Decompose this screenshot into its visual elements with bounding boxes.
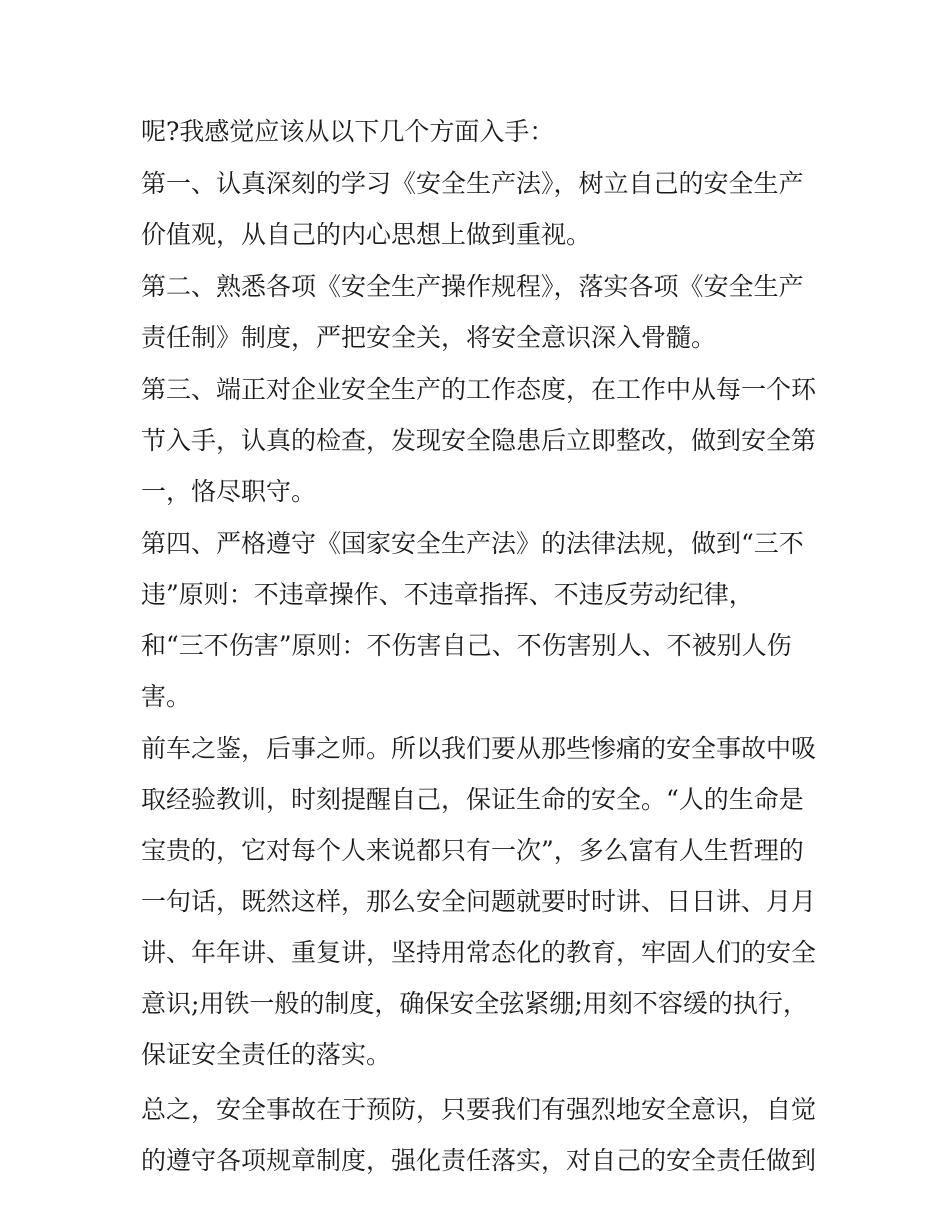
paragraph-lesson: 前车之鉴，后事之师。所以我们要从那些惨痛的安全事故中吸取经验教训，时刻提醒自己，保证生命的安全。“人的生命是宝贵的，它对每个人来说都只有一次”，多么富有人生哲理的一句话，既然这样，那么安全问题就要时时讲、日日讲、月月讲、年年讲、重复讲，坚持用常态化的教育，牢固人们的安全意识;用铁一般的制度，确保安全弦紧绷;用刻不容缓的执行，保证安全责任的落实。 [141, 734, 817, 1069]
document-body [141, 106, 816, 1187]
paragraph-second-point: 第二、熟悉各项《安全生产操作规程》，落实各项《安全生产责任制》制度，严把安全关，将安全意识深入骨髓。 [141, 272, 804, 352]
paragraph-fourth-point: 第四、严格遵守《国家安全生产法》的法律法规，做到“三不违”原则：不违章操作、不违章指挥、不违反劳动纪律，和“三不伤害”原则：不伤害自己、不伤害别人、不被别人伤害。 [141, 529, 804, 711]
paragraph-conclusion: 总之，安全事故在于预防，只要我们有强烈地安全意识，自觉的遵守各项规章制度，强化责任落实，对自己的安全责任做到 [141, 1095, 817, 1175]
paragraph-third-point: 第三、端正对企业安全生产的工作态度，在工作中从每一个环节入手，认真的检查，发现安全隐患后立即整改，做到安全第一，恪尽职守。 [141, 375, 817, 506]
paragraph-first-point: 第一、认真深刻的学习《安全生产法》，树立自己的安全生产价值观，从自己的内心思想上做到重视。 [141, 169, 804, 249]
paragraph-intro: 呢?我感觉应该从以下几个方面入手： [141, 117, 555, 146]
